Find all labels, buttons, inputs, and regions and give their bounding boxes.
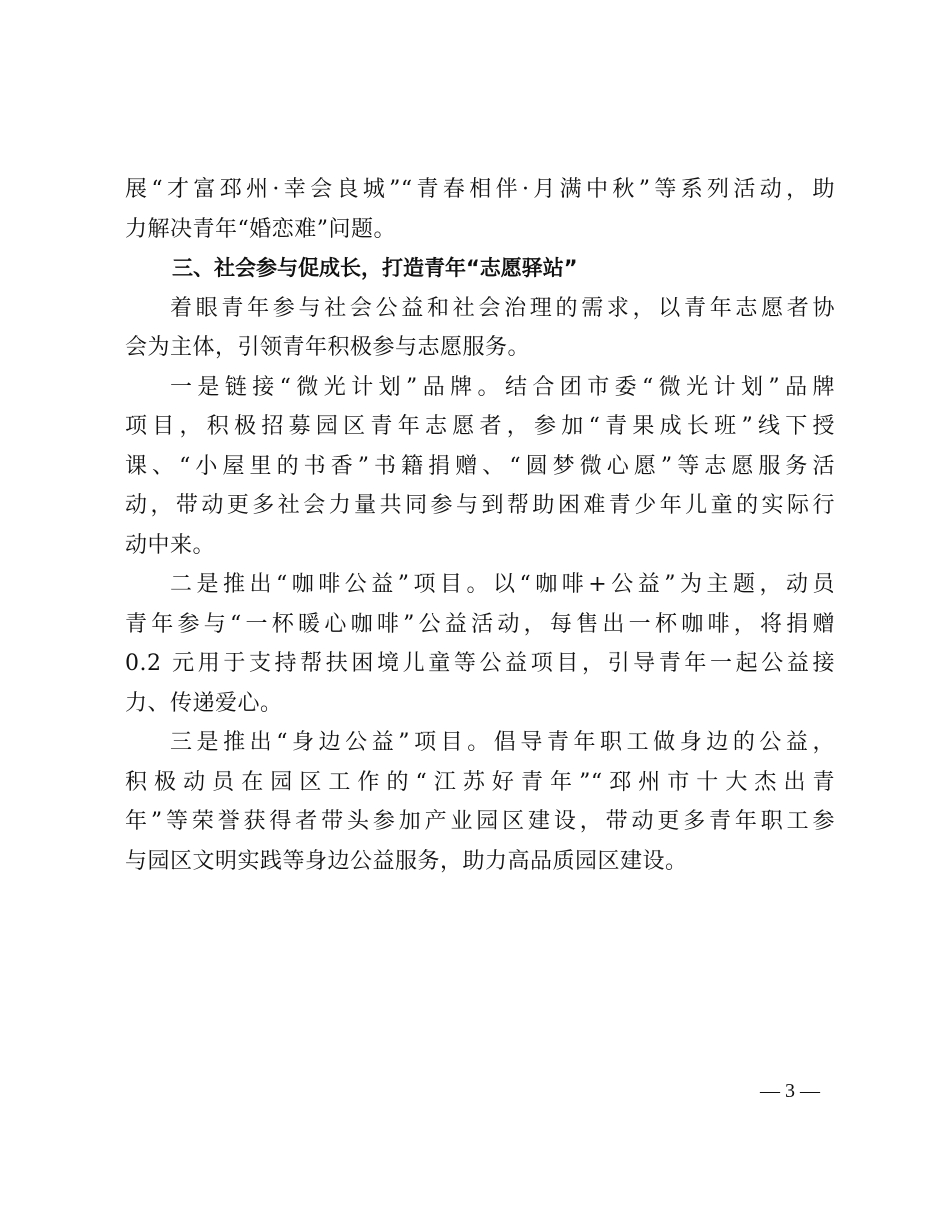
paragraph-first-line: 一是链接“微光计划”品牌。结合团市委“微光计划”品牌 [170, 374, 835, 400]
paragraph-first-line: 三是推出“身边公益”项目。倡导青年职工做身边的公益， [170, 730, 835, 755]
paragraph-first-line: 二是推出“咖啡公益”项目。以“咖啡+公益”为主题，动员 [170, 572, 835, 597]
document-body [125, 170, 835, 881]
body-line: 力、传递爱心。 [125, 690, 283, 716]
body-line: 力解决青年“婚恋难”问题。 [125, 216, 396, 242]
body-line: 动，带动更多社会力量共同参与到帮助困难青少年儿童的实际行 [125, 493, 835, 518]
body-line: 项目，积极招募园区青年志愿者，参加“青果成长班”线下授 [125, 414, 835, 439]
section-heading: 三、社会参与促成长，打造青年“志愿驿站” [172, 256, 578, 280]
body-line: 年”等荣誉获得者带头参加产业园区建设，带动更多青年职工参 [125, 809, 835, 834]
paragraph-first-line: 着眼青年参与社会公益和社会治理的需求，以青年志愿者协 [170, 295, 835, 321]
page-number: — 3 — [760, 1080, 820, 1102]
body-line: 展“才富邳州·幸会良城”“青春相伴·月满中秋”等系列活动，助 [125, 177, 835, 202]
body-line: 积极动员在园区工作的“江苏好青年”“邳州市十大杰出青 [125, 769, 835, 795]
body-line: 会为主体，引领青年积极参与志愿服务。 [125, 335, 531, 360]
body-line: 青年参与“一杯暖心咖啡”公益活动，每售出一杯咖啡，将捐赠 [125, 611, 835, 637]
body-line: 与园区文明实践等身边公益服务，助力高品质园区建设。 [125, 848, 688, 874]
body-line: 课、“小屋里的书香”书籍捐赠、“圆梦微心愿”等志愿服务活 [125, 453, 835, 479]
body-line: 动中来。 [125, 532, 216, 558]
body-line: 0.2 元用于支持帮扶困境儿童等公益项目，引导青年一起公益接 [125, 651, 835, 676]
